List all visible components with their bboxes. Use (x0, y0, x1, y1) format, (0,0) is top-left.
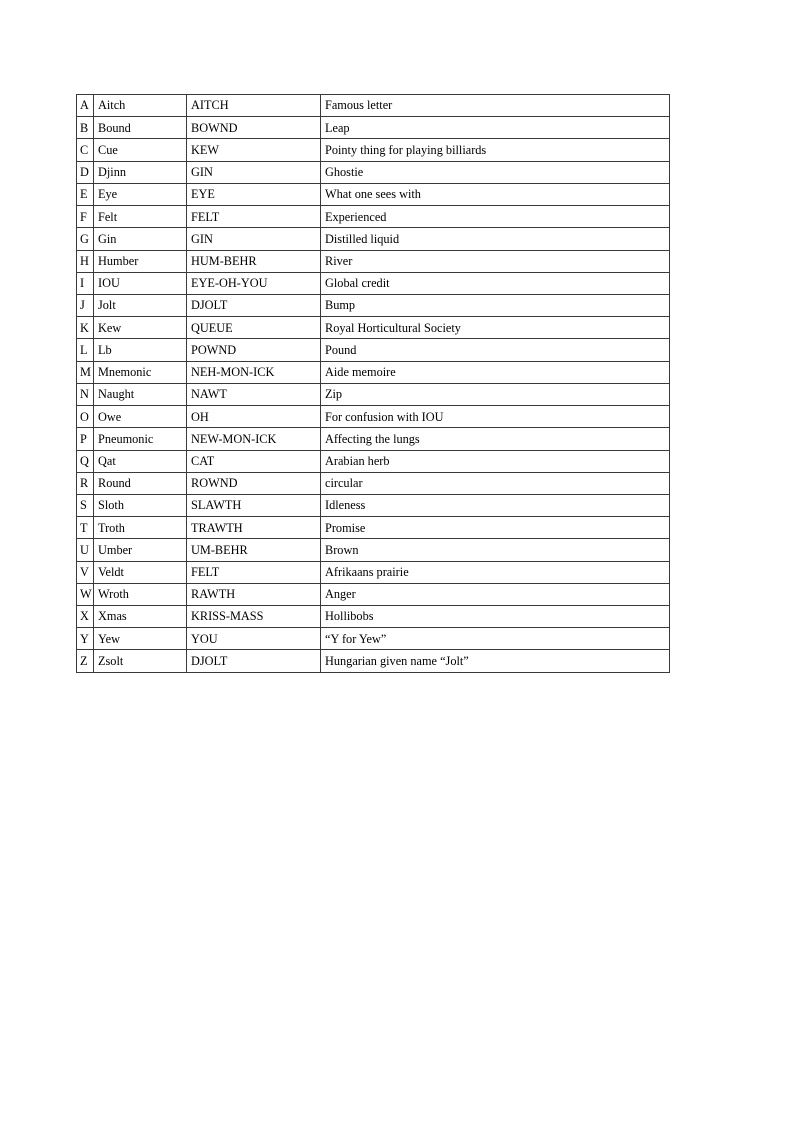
cell-phonetic-spelling: FELT (187, 206, 321, 228)
cell-word: Lb (94, 339, 187, 361)
cell-definition: Pointy thing for playing billiards (321, 139, 670, 161)
cell-phonetic-spelling: GIN (187, 228, 321, 250)
cell-definition: Aide memoire (321, 361, 670, 383)
cell-word: IOU (94, 272, 187, 294)
cell-alphabet-letter: M (77, 361, 94, 383)
cell-definition: Ghostie (321, 161, 670, 183)
table-row (77, 95, 670, 117)
cell-word: Kew (94, 317, 187, 339)
cell-alphabet-letter: T (77, 517, 94, 539)
table-row (77, 183, 670, 205)
cell-phonetic-spelling: HUM-BEHR (187, 250, 321, 272)
cell-alphabet-letter: B (77, 117, 94, 139)
cell-alphabet-letter: G (77, 228, 94, 250)
cell-word: Xmas (94, 606, 187, 628)
cell-word: Bound (94, 117, 187, 139)
table-row (77, 228, 670, 250)
table-row (77, 517, 670, 539)
cell-phonetic-spelling: UM-BEHR (187, 539, 321, 561)
cell-alphabet-letter: W (77, 583, 94, 605)
cell-word: Cue (94, 139, 187, 161)
table-row (77, 650, 670, 672)
cell-definition: River (321, 250, 670, 272)
cell-word: Round (94, 472, 187, 494)
cell-phonetic-spelling: DJOLT (187, 650, 321, 672)
cell-phonetic-spelling: OH (187, 406, 321, 428)
cell-definition: Arabian herb (321, 450, 670, 472)
cell-phonetic-spelling: TRAWTH (187, 517, 321, 539)
cell-word: Zsolt (94, 650, 187, 672)
cell-definition: Hollibobs (321, 606, 670, 628)
cell-definition: Famous letter (321, 95, 670, 117)
cell-definition: Distilled liquid (321, 228, 670, 250)
cell-alphabet-letter: V (77, 561, 94, 583)
table-row (77, 406, 670, 428)
cell-definition: Global credit (321, 272, 670, 294)
pronunciation-table (76, 94, 670, 673)
cell-definition: Pound (321, 339, 670, 361)
table-row (77, 450, 670, 472)
cell-word: Djinn (94, 161, 187, 183)
cell-phonetic-spelling: BOWND (187, 117, 321, 139)
table-row (77, 250, 670, 272)
cell-alphabet-letter: J (77, 294, 94, 316)
table-row (77, 361, 670, 383)
cell-word: Gin (94, 228, 187, 250)
cell-phonetic-spelling: CAT (187, 450, 321, 472)
table-row (77, 494, 670, 516)
cell-alphabet-letter: Q (77, 450, 94, 472)
table-row (77, 561, 670, 583)
table-row (77, 606, 670, 628)
cell-alphabet-letter: R (77, 472, 94, 494)
cell-word: Pneumonic (94, 428, 187, 450)
cell-phonetic-spelling: YOU (187, 628, 321, 650)
table-row (77, 539, 670, 561)
cell-word: Wroth (94, 583, 187, 605)
table-row (77, 339, 670, 361)
cell-word: Yew (94, 628, 187, 650)
cell-phonetic-spelling: KEW (187, 139, 321, 161)
cell-definition: Royal Horticultural Society (321, 317, 670, 339)
cell-definition: For confusion with IOU (321, 406, 670, 428)
cell-definition: “Y for Yew” (321, 628, 670, 650)
cell-alphabet-letter: H (77, 250, 94, 272)
cell-definition: Hungarian given name “Jolt” (321, 650, 670, 672)
cell-word: Humber (94, 250, 187, 272)
cell-definition: Zip (321, 383, 670, 405)
cell-alphabet-letter: C (77, 139, 94, 161)
cell-word: Troth (94, 517, 187, 539)
cell-definition: Affecting the lungs (321, 428, 670, 450)
cell-definition: Promise (321, 517, 670, 539)
cell-word: Mnemonic (94, 361, 187, 383)
cell-phonetic-spelling: EYE-OH-YOU (187, 272, 321, 294)
table-body (77, 95, 670, 673)
table-row (77, 206, 670, 228)
cell-word: Eye (94, 183, 187, 205)
cell-phonetic-spelling: NAWT (187, 383, 321, 405)
cell-phonetic-spelling: DJOLT (187, 294, 321, 316)
cell-phonetic-spelling: NEW-MON-ICK (187, 428, 321, 450)
table-row (77, 272, 670, 294)
cell-alphabet-letter: F (77, 206, 94, 228)
cell-alphabet-letter: Z (77, 650, 94, 672)
cell-word: Umber (94, 539, 187, 561)
cell-definition: Idleness (321, 494, 670, 516)
cell-definition: Bump (321, 294, 670, 316)
cell-alphabet-letter: N (77, 383, 94, 405)
table-row (77, 628, 670, 650)
table-row (77, 583, 670, 605)
table-row (77, 139, 670, 161)
cell-alphabet-letter: U (77, 539, 94, 561)
cell-alphabet-letter: A (77, 95, 94, 117)
cell-word: Aitch (94, 95, 187, 117)
cell-alphabet-letter: E (77, 183, 94, 205)
cell-phonetic-spelling: RAWTH (187, 583, 321, 605)
table-row (77, 294, 670, 316)
cell-alphabet-letter: O (77, 406, 94, 428)
cell-word: Qat (94, 450, 187, 472)
cell-word: Owe (94, 406, 187, 428)
cell-phonetic-spelling: SLAWTH (187, 494, 321, 516)
cell-definition: Brown (321, 539, 670, 561)
cell-definition: Experienced (321, 206, 670, 228)
table-row (77, 117, 670, 139)
cell-definition: Leap (321, 117, 670, 139)
cell-alphabet-letter: I (77, 272, 94, 294)
cell-phonetic-spelling: GIN (187, 161, 321, 183)
cell-definition: What one sees with (321, 183, 670, 205)
cell-phonetic-spelling: KRISS-MASS (187, 606, 321, 628)
table-row (77, 472, 670, 494)
cell-phonetic-spelling: POWND (187, 339, 321, 361)
cell-alphabet-letter: D (77, 161, 94, 183)
cell-alphabet-letter: L (77, 339, 94, 361)
cell-word: Veldt (94, 561, 187, 583)
cell-alphabet-letter: X (77, 606, 94, 628)
cell-alphabet-letter: P (77, 428, 94, 450)
cell-alphabet-letter: Y (77, 628, 94, 650)
cell-phonetic-spelling: EYE (187, 183, 321, 205)
cell-alphabet-letter: S (77, 494, 94, 516)
cell-definition: Anger (321, 583, 670, 605)
cell-word: Sloth (94, 494, 187, 516)
cell-phonetic-spelling: FELT (187, 561, 321, 583)
cell-phonetic-spelling: QUEUE (187, 317, 321, 339)
cell-definition: circular (321, 472, 670, 494)
table-row (77, 161, 670, 183)
cell-alphabet-letter: K (77, 317, 94, 339)
cell-phonetic-spelling: NEH-MON-ICK (187, 361, 321, 383)
cell-definition: Afrikaans prairie (321, 561, 670, 583)
cell-word: Naught (94, 383, 187, 405)
table-row (77, 428, 670, 450)
cell-word: Jolt (94, 294, 187, 316)
table-row (77, 383, 670, 405)
cell-word: Felt (94, 206, 187, 228)
cell-phonetic-spelling: ROWND (187, 472, 321, 494)
cell-phonetic-spelling: AITCH (187, 95, 321, 117)
table-row (77, 317, 670, 339)
